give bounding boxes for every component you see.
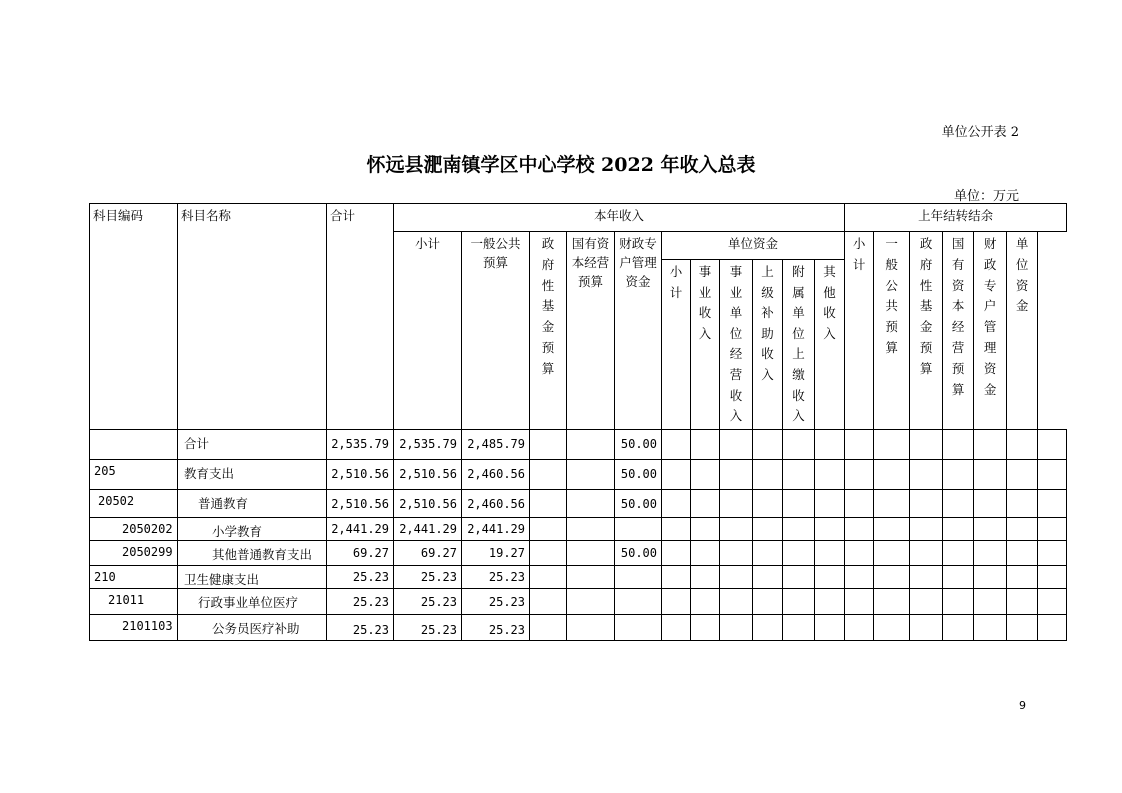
row-total: 2,535.79 [327, 429, 394, 459]
row-total: 2,510.56 [327, 459, 394, 489]
row-name: 教育支出 [178, 459, 327, 489]
row-name: 普通教育 [178, 489, 327, 517]
row-general: 25.23 [462, 588, 530, 614]
row-code: 205 [90, 459, 178, 489]
header-gov-fund: 政府性基金预算 [530, 232, 567, 430]
row-subtotal: 2,535.79 [394, 429, 462, 459]
row-general: 2,441.29 [462, 517, 530, 540]
row-code: 20502 [90, 489, 178, 517]
header-uf-subtotal: 小计 [662, 260, 691, 430]
row-code: 2050202 [90, 517, 178, 540]
header-py-unit: 单位资金 [1007, 232, 1038, 430]
row-general: 25.23 [462, 565, 530, 588]
row-total: 69.27 [327, 540, 394, 565]
row-fiscal [615, 517, 662, 540]
header-uf-business: 事业收入 [691, 260, 720, 430]
row-code: 2101103 [90, 614, 178, 640]
header-py-subtotal: 小计 [845, 232, 874, 430]
row-code [90, 429, 178, 459]
table-row [90, 459, 1067, 489]
header-fiscal-special: 财政专户管理资金 [615, 232, 662, 430]
row-subtotal: 69.27 [394, 540, 462, 565]
table-row [90, 429, 1067, 459]
header-uf-superior: 上级补助收入 [753, 260, 783, 430]
row-name: 公务员医疗补助 [178, 614, 327, 640]
header-py-fiscal-special: 财政专户管理资金 [974, 232, 1007, 430]
row-general: 2,460.56 [462, 489, 530, 517]
table-row [90, 565, 1067, 588]
row-total: 25.23 [327, 588, 394, 614]
header-general-budget: 一般公共预算 [462, 232, 530, 430]
form-number: 单位公开表 2 [941, 125, 1019, 140]
header-unit-funds: 单位资金 [662, 232, 845, 260]
unit-label: 单位：万元 [953, 189, 1019, 204]
table-row [90, 517, 1067, 540]
row-general: 19.27 [462, 540, 530, 565]
header-uf-affiliated: 附属单位上缴收入 [783, 260, 815, 430]
row-name: 合计 [178, 429, 327, 459]
row-fiscal: 50.00 [615, 459, 662, 489]
row-fiscal [615, 565, 662, 588]
row-subtotal: 2,441.29 [394, 517, 462, 540]
header-prior-year: 上年结转结余 [845, 204, 1067, 232]
row-fiscal [615, 588, 662, 614]
row-name: 卫生健康支出 [178, 565, 327, 588]
header-name: 科目名称 [178, 204, 327, 430]
header-subtotal: 小计 [394, 232, 462, 430]
header-state-capital: 国有资本经营预算 [567, 232, 615, 430]
row-total: 2,441.29 [327, 517, 394, 540]
header-code: 科目编码 [90, 204, 178, 430]
table-row [90, 614, 1067, 640]
table-row [90, 588, 1067, 614]
header-py-general: 一般公共预算 [874, 232, 910, 430]
page-number: 9 [1019, 699, 1026, 712]
row-code: 2050299 [90, 540, 178, 565]
table-row [90, 489, 1067, 517]
row-general: 2,460.56 [462, 459, 530, 489]
header-uf-other: 其他收入 [815, 260, 845, 430]
row-fiscal: 50.00 [615, 429, 662, 459]
page-title: 怀远县淝南镇学区中心学校 2022 年收入总表 [366, 154, 756, 176]
row-subtotal: 2,510.56 [394, 459, 462, 489]
header-current-year: 本年收入 [394, 204, 845, 232]
row-fiscal: 50.00 [615, 540, 662, 565]
header-uf-operating: 事业单位经营收入 [720, 260, 753, 430]
row-name: 行政事业单位医疗 [178, 588, 327, 614]
income-summary-table [89, 203, 1067, 641]
header-py-gov-fund: 政府性基金预算 [910, 232, 943, 430]
row-total: 25.23 [327, 614, 394, 640]
table-row [90, 540, 1067, 565]
row-fiscal: 50.00 [615, 489, 662, 517]
row-name: 其他普通教育支出 [178, 540, 327, 565]
row-total: 25.23 [327, 565, 394, 588]
row-subtotal: 25.23 [394, 614, 462, 640]
row-subtotal: 25.23 [394, 588, 462, 614]
row-fiscal [615, 614, 662, 640]
header-py-state-capital: 国有资本经营预算 [943, 232, 974, 430]
row-code: 21011 [90, 588, 178, 614]
row-total: 2,510.56 [327, 489, 394, 517]
header-total: 合计 [327, 204, 394, 430]
row-general: 2,485.79 [462, 429, 530, 459]
row-name: 小学教育 [178, 517, 327, 540]
row-general: 25.23 [462, 614, 530, 640]
row-code: 210 [90, 565, 178, 588]
row-subtotal: 2,510.56 [394, 489, 462, 517]
row-subtotal: 25.23 [394, 565, 462, 588]
